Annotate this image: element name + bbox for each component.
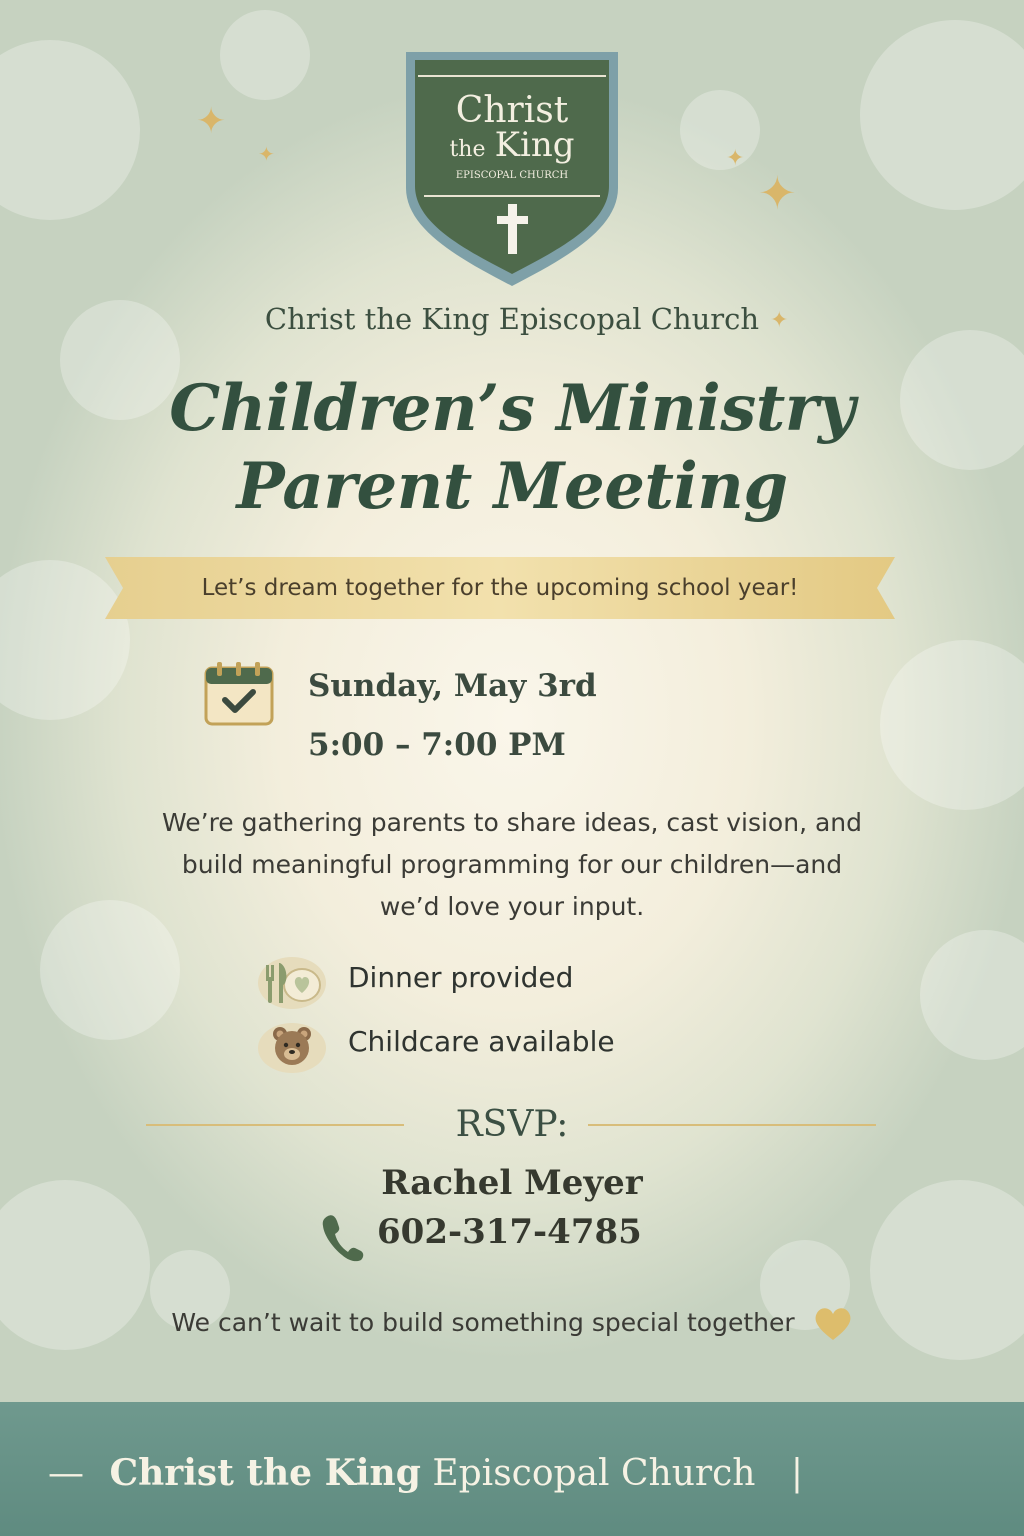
event-title	[0, 370, 1024, 526]
feature-dinner: Dinner provided	[348, 961, 574, 994]
footer-church-name	[48, 1452, 803, 1494]
rsvp-label: RSVP:	[455, 1104, 569, 1145]
feature-childcare: Childcare available	[348, 1025, 615, 1058]
description-line1: We’re gathering parents to share ideas, cast vision, and	[162, 808, 862, 837]
teddy-bear-icon	[256, 1020, 326, 1074]
sparkle-icon: ✦	[258, 142, 275, 166]
logo-line2-small: the	[449, 137, 486, 162]
event-time: 5:00 – 7:00 PM	[308, 727, 566, 763]
title-line1: Children’s Ministry	[169, 371, 855, 446]
event-date: Sunday, May 3rd	[308, 668, 597, 704]
logo-line2-big: King	[494, 125, 575, 165]
church-logo	[402, 50, 622, 290]
logo-line3: EPISCOPAL CHURCH	[455, 170, 569, 181]
rsvp-phone[interactable]: 602-317-4785	[377, 1212, 642, 1252]
closing-text: We can’t wait to build something special together	[171, 1308, 795, 1337]
footer-bar-glyph: |	[790, 1453, 804, 1494]
sparkle-icon: ✦	[726, 146, 745, 171]
rsvp-contact-name: Rachel Meyer	[381, 1163, 643, 1203]
footer-name-regular: Episcopal Church	[432, 1453, 756, 1494]
logo-line1: Christ	[455, 90, 569, 131]
sparkle-icon: ✦	[770, 308, 789, 333]
dinner-icon	[256, 955, 326, 1009]
footer-dash: —	[48, 1453, 84, 1494]
sparkle-icon: ✦	[758, 166, 797, 220]
sparkle-icon: ✦	[196, 101, 227, 142]
heart-icon	[813, 1306, 853, 1342]
event-description	[120, 802, 904, 928]
footer-name-bold: Christ the King	[109, 1452, 421, 1494]
church-name-heading: Christ the King Episcopal Church	[264, 302, 760, 336]
phone-icon	[320, 1212, 364, 1262]
title-line2: Parent Meeting	[236, 449, 788, 524]
description-line2: build meaningful programming for our children—and	[181, 850, 843, 879]
calendar-icon	[203, 660, 275, 728]
description-line3: we’d love your input.	[379, 892, 645, 921]
banner-text: Let’s dream together for the upcoming school year!	[201, 575, 799, 601]
closing-message	[0, 1306, 1024, 1342]
